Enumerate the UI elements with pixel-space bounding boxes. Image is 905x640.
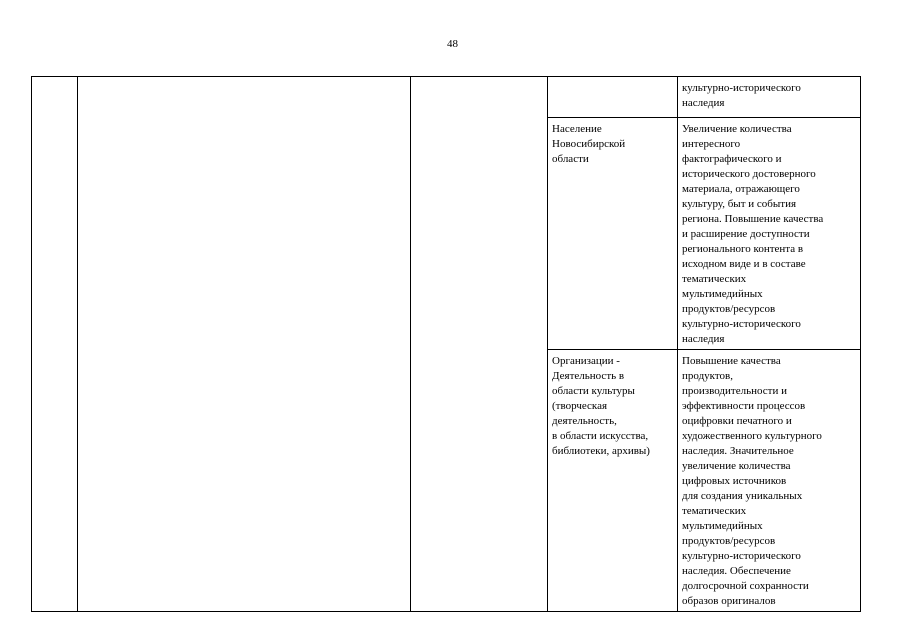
audience-text: Население Новосибирской области <box>552 123 626 165</box>
page-number: 48 <box>447 38 458 50</box>
effect-text: Повышение качества продуктов, производительности и эффективности процессов оцифровки печатного и художественного культурного наследия. Значительное увеличение количества цифровых источников для создания уникальных тематических мультимедийных продуктов/ресурсов культурно-исторического наследия. Обеспечение долгосрочной сохранности образов оригиналов <box>682 355 822 607</box>
table-row <box>32 77 861 118</box>
document-table <box>31 76 861 612</box>
table-cell-audience <box>548 118 678 350</box>
audience-text: Организации - Деятельность в области культуры (творческая деятельность, в области искусства, библиотеки, архивы) <box>552 355 650 457</box>
table-cell-number <box>32 77 78 612</box>
effect-text: культурно-исторического наследия <box>682 82 801 109</box>
table-cell-audience <box>548 350 678 612</box>
table-cell-event <box>78 77 411 612</box>
table-cell-indicator <box>411 77 548 612</box>
table-cell-effect <box>678 77 861 118</box>
effect-text: Увеличение количества интересного фактографического и исторического достоверного материала, отражающего культуру, быт и события региона. Повышение качества и расширение доступности регионального контента в исходном виде и в составе тематических мультимедийных продуктов/ресурсов культурно-исторического наследия <box>682 123 824 345</box>
table-cell-audience <box>548 77 678 118</box>
table-cell-effect <box>678 350 861 612</box>
table-cell-effect <box>678 118 861 350</box>
